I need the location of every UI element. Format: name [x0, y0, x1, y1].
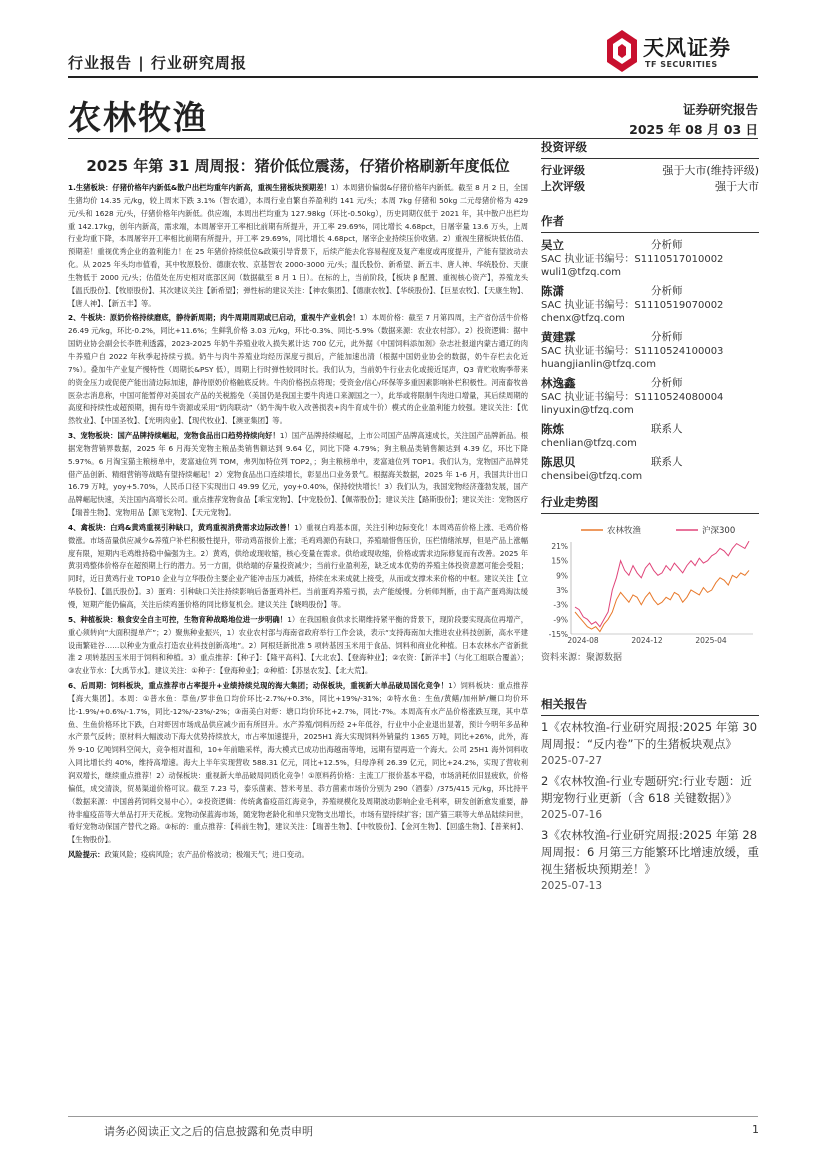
analyst-name: 陈思贝	[541, 455, 576, 469]
footer-disclaimer: 请务必阅读正文之后的信息披露和免责申明	[104, 1125, 313, 1138]
trend-title: 行业走势图	[541, 495, 599, 509]
trend-divider	[541, 513, 759, 514]
logo-text-cn: 天风证券	[643, 36, 731, 60]
analyst-license: SAC 执业证书编号：S1110524080004	[541, 392, 724, 403]
y-tick-label: -9%	[553, 615, 568, 625]
analyst-card	[541, 283, 759, 325]
analyst-name: 黄建霖	[541, 330, 576, 344]
analyst-card	[541, 454, 759, 483]
research-label: 证券研究报告	[682, 102, 758, 117]
related-divider	[541, 715, 759, 716]
section-planting	[68, 614, 528, 678]
rating-divider	[541, 158, 759, 159]
trend-chart	[541, 516, 759, 648]
section-text: 1）本周价格：截至 7 月第四周，主产省份活牛价格 26.49 元/kg，环比-0.2%，同比+11.6%；生鲜乳价格 3.03 元/kg，环比-0.3%、同比-5.9%（数据来源：农业农村部）。2）投资逻辑：据中国奶业协会副会长李胜利透露，2023-2025 年奶牛养殖业收入损失累计达 700 亿元，此外据《中国饲料添加剂》杂志社报道内蒙古通辽的肉牛养殖户自 2022 年秋季起持续亏损。奶牛与肉牛养殖业均经历深度亏损后，产能加速出清（根据中国奶业协会的数据，奶牛存栏去化近 7%）。叠加牛产业复产慢特性（周期长&PSY 低），周期上行时弹性较同时长。我们认为，当前奶牛行业去化或接近尾声，Q3 青贮收购季带来的资金压力或促使产能出清边际加速，静待原奶价格触底反转。牛肉价格拐点将现；受资金/信心/环保等多重因素影响补栏积极性。河南畜牧兽医杂志消息称，中国可能暂停对美国农产品的关税豁免（美国仍是我国主要牛肉进口来源国之一），此举或将限制牛肉进口增量，其后续周期的高度和持续性或超预期，拥有母牛资源或采用“奶肉联动”（奶牛淘牛收入改善损表+肉牛育成牛价）模式的企业盈利能力较强。建议关注：【优然牧业】、【中国圣牧】、【光明肉业】、【现代牧业】、【澳亚集团】等。	[68, 313, 528, 426]
y-tick-label: 3%	[556, 586, 568, 595]
analyst-license: SAC 执业证书编号：S1110519070002	[541, 300, 724, 311]
related-report[interactable]	[541, 827, 759, 895]
trend-panel	[541, 494, 759, 663]
report-title: 2025 年第 31 周周报：猪价低位震荡，仔猪价格刷新年度低位	[86, 157, 510, 175]
related-report-title[interactable]: 3《农林牧渔-行业研究周报:2025 年第 28 周周报：6 月第三方能繁环比增速放缓，重视生猪板块预期差！》	[541, 828, 759, 876]
analyst-email[interactable]: chenx@tfzq.com	[541, 313, 625, 324]
analyst-role: 分析师	[651, 331, 683, 343]
section-lead: 4、禽板块：白鸡&黄鸡重视引种缺口，黄鸡重视消费需求边际改善！	[68, 522, 295, 532]
section-text: 1）国产品牌持续崛起，上市公司国产品牌高速成长，关注国产品牌新品。根据宠物营销界数据，2025 年 6 月海关宠物主粮品类销售额达到 9.64 亿，同比下降 4.79%；狗主粮品类销售额达到 4.39 亿，环比下降 5.97%。6 月淘宝猫主粮榜单中，麦富迪位列 TOM，弗列加特位列 TOP2，；狗主粮榜单中，麦富迪位列 TOP1。我们认为，宠物国产品牌凭借产品创新、精细营销等战略有望持续崛起！2）宠物食品出口连续增长，彰显出口业务景气。根据海关数据，2025 年 1-6 月，我国共计出口 16.79 万吨，yoy+5.70%，人民币口径下实现出口 49.99 亿元，yoy+0.40%，保持较快增长！3）我们认为，我国宠物经济蓬勃发展，国产品牌崛起快速，关注国内高增长公司。重点推荐宠物食品【乖宝宠物】、【中宠股份】、【佩蒂股份】；建议关注【路斯股份】；建议关注：宠物医疗【瑞普生物】、宠物用品【源飞宠物】、【天元宠物】。	[68, 431, 529, 518]
section-pig	[68, 182, 528, 310]
legend-label: 沪深300	[702, 526, 736, 536]
related-report[interactable]	[541, 719, 759, 770]
y-tick-label: -3%	[553, 600, 568, 610]
analyst-email[interactable]: linyuxin@tfzq.com	[541, 405, 634, 416]
analyst-name: 吴立	[541, 238, 564, 252]
risk-text: 政策风险；疫病风险；农产品价格波动；极端天气；进口变动。	[104, 850, 309, 860]
related-report-date: 2025-07-13	[541, 880, 603, 892]
x-tick-label: 2025-04	[695, 636, 727, 645]
rating-key: 行业评级	[541, 164, 585, 177]
analyst-name: 陈炼	[541, 422, 564, 436]
related-report-date: 2025-07-16	[541, 809, 603, 821]
related-report-title[interactable]: 2《农林牧渔-行业专题研究:行业专题：近期宠物行业更新（含 618 关键数据）》	[541, 774, 752, 805]
author-divider	[541, 232, 759, 233]
analyst-card	[541, 421, 759, 450]
section-post-cycle	[68, 680, 528, 847]
report-date: 2025 年 08 月 03 日	[629, 122, 758, 137]
analyst-card	[541, 329, 759, 371]
section-text: 1）饲料板块：重点推荐【海大集团】。本周：①普水鱼：草鱼/罗非鱼口均价环比-2.7%/+0.3%，同比+19%/-31%；②特水鱼：生鱼/黄鳝/加州鲈/鳜口均价环比-1.9%/+0.6%/-1.7%，同比-12%/-23%/-2%；③南美白对虾：塘口均价环比+2.7%，同比-7%。本周高有水产品价格涨跌互现，其中草鱼、生鱼价格环比下跌，白对虾因市场成品供应减少而有所回升。水产养殖/饲料历经 2+年低谷，行业中小企业退出显著，预计今明年多品种水产景气反转；原材料大幅波动下海大优势持续放大，市占率加速提升，2025H1 海大实现饲料外销量约 1365 万吨，同比+26%，此外，海外 9-10 亿吨饲料空间大，竞争相对温和，10+年前瞻采样，海大模式已成功出海越南等地，远期有望再造一个海大。公司 25H1 海外饲料收入同比增长约 40%，维持高增速。海大上半年实现营收 588.31 亿元，同比+12.5%，归母净利 26.39 亿元，同比+24.2%，实现了营收利润双增长，继续重点推荐！2）动保板块：重视新大单品破局同质化竞争！①原料药价格：主流工厂报价基本平稳，市场消耗依旧显疲软，价格偏低，成交清淡，贸易渠道价格可议。截至 7.23 号，泰乐菌素、替米考星、恭方菌素市场价分别为 290（酒泰）/375/415 元/kg，环比持平（数据来源：中国兽药饲料交易中心）。②投资逻辑：传统禽畜疫苗红海竞争，养殖规模化及周期波动影响企业毛利率，研发创新愈发重要，静待非瘟疫苗等大单品打开天花板。宠物动保蓝海市场，随宠物老龄化和单只宠物支出增长，市场有望持续扩容；国产猫三联等大单品陆续问世，看好宠物动保国产替代之路。③标的：重点推荐：【科前生物】，建议关注：【瑞普生物】、【中牧股份】、【金河生物】、【回盛生物】、【普莱柯】、【生物股份】。	[68, 681, 528, 845]
logo-text-en: TF SECURITIES	[645, 60, 718, 69]
analyst-name: 陈潇	[541, 284, 564, 298]
legend-label: 农林牧渔	[607, 526, 642, 536]
author-panel	[541, 213, 759, 483]
y-tick-label: -15%	[548, 630, 568, 639]
related-title: 相关报告	[541, 697, 587, 711]
section-lead: 5、种植板块：粮食安全自主可控，生物育种战略地位进一步明确！	[68, 614, 288, 624]
x-tick-label: 2024-12	[631, 636, 663, 645]
analyst-card	[541, 375, 759, 417]
y-tick-label: 15%	[551, 556, 568, 566]
x-tick-label: 2024-08	[567, 636, 599, 645]
analyst-email[interactable]: chenlian@tfzq.com	[541, 438, 637, 449]
analyst-role: 联系人	[651, 456, 683, 468]
series-line-sector	[575, 570, 749, 631]
related-panel	[541, 696, 759, 898]
section-text: 1）本周猪价偏弱&仔猪价格年内新低。截至 8 月 2 日，全国生猪均价 14.35 元/kg，较上周末下跌 3.1%（智农通），本周行业自繁自养盈利约 141 元/头；本周 7kg 仔猪和 50kg 二元母猪价格为 429 元/头和 1628 元/头，仔猪价格年内新低。供应端，本周出栏均重为 127.98kg（环比-0.50kg），历史同期仅低于 2021 年，其中散户出栏均重 142.17kg，创年内新高，需求端，本周屠宰开工率相比前期有所提升，开工率 29.69%，同比增长 4.68pct，日屠宰量 13.6 万头，上周行业均重下降，本周屠宰开工率相比前期有所提升，开工率 29.69%，同比增长 4.68pct，屠宰企业持续压价收猪。2）重视生猪板块低估值、预期差！重视优秀企业的盈利能力！在 25 年猪价持续低位&政策引导背景下，后续产能去化容易程度及复产难度或再度提升，产能有望波动去化。从 2025 年头均市值看，其中牧原股份、德康农牧、京基智农 2000-3000 元/头；温氏股份、新希望、新五丰、唐人神、华统股份、天康生物低于 2000 元/头；估值处在历史相对底部区间（数据截至 8 月 1 日）。在标的上，当前阶段，【板块 β 配置、重视核心资产】，养殖龙头【温氏股份】、【牧原股份】、其次建议关注【新希望】；弹性标的建议关注：【神农集团】、【德康农牧】、【华统股份】、【巨星农牧】、【天康生物】、【唐人神】、【新五丰】等。	[68, 183, 528, 308]
analyst-role: 分析师	[651, 239, 683, 251]
rating-row	[541, 163, 759, 179]
footer-divider	[68, 1116, 758, 1117]
report-body	[68, 182, 528, 864]
page-number: 1	[752, 1123, 759, 1136]
analyst-role: 联系人	[651, 423, 683, 435]
section-pet	[68, 430, 528, 520]
header-divider	[68, 76, 758, 78]
section-lead: 6、后周期：饲料板块，重点推荐市占率提升+业绩持续兑现的海大集团；动保板块，重视新大单品破局国化竞争！	[68, 681, 449, 691]
rating-title: 投资评级	[541, 140, 587, 154]
section-cattle	[68, 312, 528, 428]
section-text: 1）在我国粮食供求长期维持紧平衡的背景下，现阶段要实现高位再增产，重心须转向“大面积提单产”；2）聚焦种业振兴，1）农业农村部与海南省政府举行工作会谈，表示“支持海南加大推进农业科技创新，高水平建设南繁硅谷……以种业为重点打造农业科技创新高地”。2）阿根廷新批准 5 项转基因玉米用于食品、饲料和商业化种植。日本农林水产省新批准 2 项转基因玉米用于饲料和种植。3）重点推荐：【种子】：【隆平高科】、【大北农】、【登海种业】；②农资：【新洋丰】（与化工组联合覆盖）；③农业节水：【大禹节水】。建议关注：①种子：【登海种业】；②种植：【苏垦农发】、【北大荒】。	[68, 614, 528, 676]
analyst-email[interactable]: chensibei@tfzq.com	[541, 471, 643, 482]
rating-value: 强于大市(维持评级)	[662, 164, 759, 177]
y-tick-label: 21%	[551, 542, 568, 551]
analyst-email[interactable]: huangjianlin@tfzq.com	[541, 359, 656, 370]
company-logo	[603, 28, 763, 78]
rating-panel	[541, 139, 759, 195]
section-poultry	[68, 522, 528, 612]
related-report[interactable]	[541, 773, 759, 824]
report-type: 行业报告 | 行业研究周报	[68, 54, 247, 72]
analyst-license: SAC 执业证书编号：S1110517010002	[541, 254, 724, 265]
series-line-hs300	[575, 541, 749, 627]
analyst-card	[541, 237, 759, 279]
sector-name: 农林牧渔	[68, 98, 208, 137]
risk-warning	[68, 849, 528, 862]
rating-value: 强于大市	[715, 180, 759, 193]
section-lead: 1.生猪板块：仔猪价格年内新低&散户出栏均重年内新高，重视生猪板块预期差！	[68, 183, 331, 192]
analyst-role: 分析师	[651, 377, 683, 389]
related-report-title[interactable]: 1《农林牧渔-行业研究周报:2025 年第 30 周周报：“反内卷”下的生猪板块观点》	[541, 720, 758, 751]
risk-lead: 风险提示：	[68, 850, 105, 860]
y-tick-label: 9%	[556, 571, 568, 581]
section-lead: 2、牛板块：原奶价格持续磨底，静待新周期；肉牛周期周期或已启动，重视牛产业机会！	[68, 313, 360, 323]
analyst-license: SAC 执业证书编号：S1110524100003	[541, 346, 724, 357]
section-text: 1）重视白鸡基本面，关注引种边际变化！本周鸡苗价格上涨、毛鸡价格微涨。市场苗量供应减少&养殖户补栏积极性提升，带动鸡苗报价上涨；毛鸡鸡源仍有缺口，养殖端惜售压价，压栏情绪浓厚，但是产品上涨幅度有限，短期内毛鸡维持稳中偏强为主。2）黄鸡，供给或现收缩，核心变量在需求。供给或现收缩，价格或需求边际修复而有改善。2025 年黄羽鸡整体价格存在超预期上行的潜力。另一方面，供给端的存量投资减少；当前行业盈利差，缺乏成本优势的养殖主体投资意愿可能会受阻；同时，近日黄鸡行业 TOP10 企业与立华股份主要企业产能冲击压力减低，持续在未来成就上接受，从而或支撑未来价格的中枢。建议关注【立华股份】、【温氏股份】。3）蛋鸡：引种缺口关注持续影响后备蛋鸡补栏。当前蛋鸡养殖亏损，去产能缓慢。分析师判断，由于高产蛋鸡淘汰缓慢，短期产能仍偏高，关注后续鸡蛋价格的同比修复机会。建议关注【晓鸣股份】等。	[68, 522, 528, 609]
analyst-name: 林逸鑫	[541, 376, 576, 390]
related-report-date: 2025-07-27	[541, 755, 603, 767]
chart-source: 资料来源：聚源数据	[541, 653, 623, 663]
rating-row	[541, 179, 759, 195]
rating-key: 上次评级	[541, 180, 585, 193]
tf-logo-icon	[603, 28, 641, 74]
section-lead: 3、宠物板块：国产品牌持续崛起，宠物食品出口趋势持续向好！	[68, 431, 280, 441]
analyst-email[interactable]: wuli1@tfzq.com	[541, 267, 622, 278]
author-title: 作者	[541, 214, 564, 228]
analyst-role: 分析师	[651, 285, 683, 297]
